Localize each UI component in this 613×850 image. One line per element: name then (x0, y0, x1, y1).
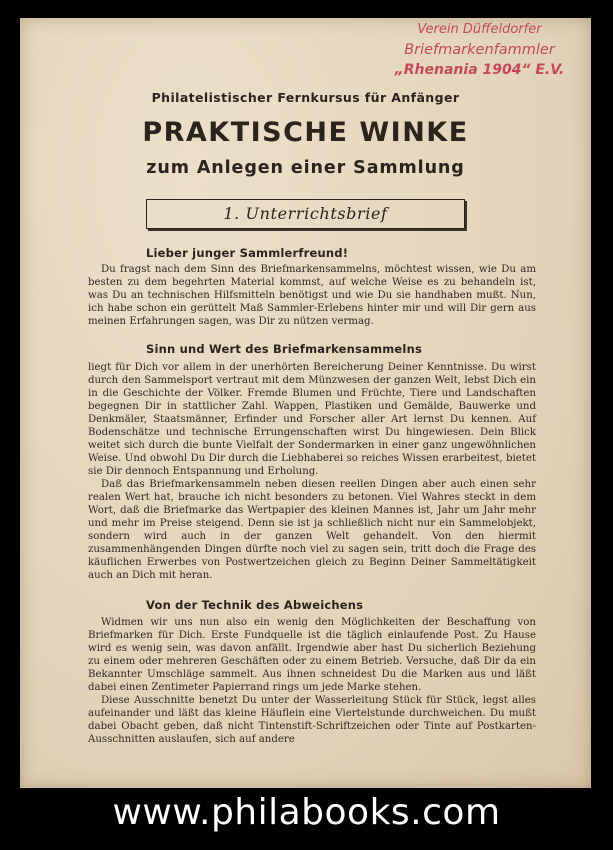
website-watermark: www.philabooks.com (112, 792, 501, 833)
page-title: PRAKTISCHE WINKE (142, 117, 469, 148)
paragraph: liegt für Dich vor allem in der unerhörten Bereicherung Deiner Kenntnisse. Du wirst durch den Sammelsport vertraut mit dem Münzwesen der ganzen Welt, lebst Dich ein in die Geschichte der Völker. Fremde Blumen und Früchte, Tiere und Landschaften begegnen Dir in stattlicher Zahl. Wappen, Plastiken und Gemälde, Bauwerke und Denkmäler, Staatsmänner, Erfinder und Forscher aller Art lernst Du kennen. Auf Bodenschätze und technische Errungenschaften wirst Du hingewiesen. Dein Blick weitet sich durch die bunte Vielfalt der Sondermarken in einer ganz ungewöhnlichen Weise. Und obwohl Du Dir durch die Liebhaberei so reiches Wissen erarbeitest, bietet sie Dir dennoch Entspannung und Erholung. (88, 362, 536, 477)
stamp-line-3: „Rhenania 1904“ E.V. (394, 62, 565, 78)
paragraph: Daß das Briefmarkensammeln neben diesen reellen Dingen aber auch einen sehr realen Wert hat, brauche ich nicht besonders zu betonen. Viel Wahres steckt in dem Wort, daß die Briefmarke das Wertpapier des kleinen Mannes ist, Jahr um Jahr mehr und mehr im Preise steigend. Denn sie ist ja schließlich nicht nur ein Sammelobjekt, sondern wird auch in der ganzen Welt gehandelt. Von den hiermit zusammenhängenden Dingen dürfte noch viel zu sagen sein, tritt doch die Frage des käuflichen Erwerbes von Postwertzeichen gleich zu Beginn Deiner Sammeltätigkeit auch an Dich mit heran. (88, 479, 536, 581)
club-rubber-stamp (372, 20, 587, 80)
stamp-line-2: Briefmarkenfammler (404, 42, 555, 58)
section-heading-technique: Von der Technik des Abweichens (146, 598, 364, 612)
paragraph: Widmen wir uns nun also ein wenig den Möglichkeiten der Beschaffung von Briefmarken für Dich. Erste Fundquelle ist die täglich einlaufende Post. Zu Hause wird es wenig sein, was davon anfällt. Irgendwie aber hast Du sicherlich Beziehung zu einem oder mehreren Geschäften oder zu einem Betrieb. Versuche, daß Dir da ein Bekannter Umschläge sammelt. Aus ihnen schneidest Du die Marken aus und läßt dabei einen Zentimeter Papierrand rings um jede Marke stehen. (88, 617, 536, 693)
document-page (20, 18, 591, 788)
section-body-greeting (88, 263, 536, 328)
section-body-technique (88, 616, 536, 746)
lesson-number-box: 1. Unterrichtsbrief (146, 199, 465, 229)
paragraph: Du fragst nach dem Sinn des Briefmarkensammelns, möchtest wissen, wie Du am besten zu dem begehrten Material kommst, auf welche Weise es zu behandeln ist, was Du an technischen Hilfsmitteln benötigst und wie Du sie handhaben mußt. Nun, ich habe schon ein gerüttelt Maß Sammler-Erlebens hinter mir und will Dir gern aus meinen Erfahrungen sagen, was Dir zu nützen vermag. (88, 264, 536, 327)
page-subtitle: zum Anlegen einer Sammlung (146, 158, 465, 178)
stamp-line-1: Verein Düffeldorfer (417, 22, 542, 37)
section-heading-meaning: Sinn und Wert des Briefmarkensammelns (146, 342, 423, 356)
section-body-meaning (88, 361, 536, 582)
paragraph: Diese Ausschnitte benetzt Du unter der Wasserleitung Stück für Stück, legst alles aufeinander und läßt das kleine Häuflein eine Viertelstunde durchweichen. Du mußt dabei Obacht geben, daß nicht Tintenstift-Schriftzeichen oder Tinte auf Postkarten-Ausschnitten auslaufen, sich auf andere (88, 695, 536, 745)
course-series-title: Philatelistischer Fernkursus für Anfänger (151, 90, 460, 105)
section-heading-greeting: Lieber junger Sammlerfreund! (146, 246, 349, 260)
